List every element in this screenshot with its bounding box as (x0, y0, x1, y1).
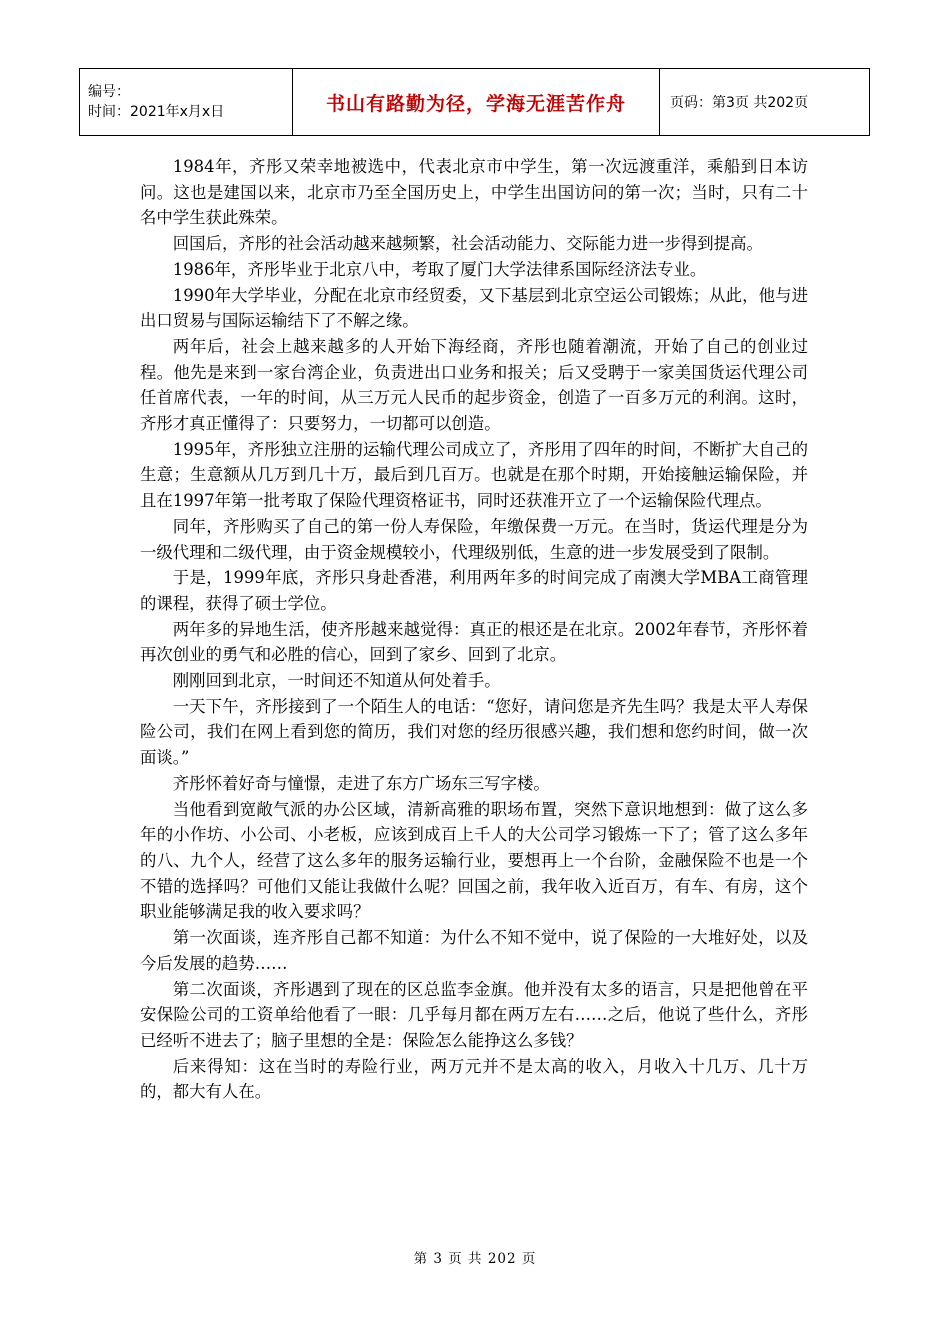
header-page-code: 页码：第3页 共202页 (660, 69, 870, 136)
paragraph: 当他看到宽敞气派的办公区域，清新高雅的职场布置，突然下意识地想到：做了这么多年的小作坊、小公司、小老板，应该到成百上千人的大公司学习锻炼一下了；管了这么多年的八、九个人，经营了这么多年的服务运输行业，要想再上一个台阶，金融保险不也是一个不错的选择吗？可他们又能让我做什么呢？回国之前，我年收入近百万，有车、有房，这个职业能够满足我的收入要求吗？ (140, 799, 808, 922)
paragraph: 同年，齐彤购买了自己的第一份人寿保险，年缴保费一万元。在当时，货运代理是分为一级代理和二级代理，由于资金规模较小，代理级别低，生意的进一步发展受到了限制。 (140, 516, 808, 562)
paragraph: 回国后，齐彤的社会活动越来越频繁，社会活动能力、交际能力进一步得到提高。 (172, 234, 763, 254)
paragraph: 1984年，齐彤又荣幸地被选中，代表北京市中学生，第一次远渡重洋，乘船到日本访问。这也是建国以来，北京市乃至全国历史上，中学生出国访问的第一次；当时，只有二十名中学生获此殊荣。 (140, 157, 808, 228)
header-meta-cell (80, 69, 293, 136)
paragraph: 一天下午，齐彤接到了一个陌生人的电话：“您好，请问您是齐先生吗？我是太平人寿保险公司，我们在网上看到您的简历，我们对您的经历很感兴趣，我们想和您约时间，做一次面谈。” (140, 696, 808, 768)
paragraph: 第二次面谈，齐彤遇到了现在的区总监李金旗。他并没有太多的语言，只是把他曾在平安保险公司的工资单给他看了一眼：几乎每月都在两万左右……之后，他说了些什么，齐彤已经听不进去了；脑子里想的全是：保险怎么能挣这么多钱？ (140, 979, 808, 1050)
footer-page-number: 第 3 页 共 202 页 (413, 1251, 537, 1267)
document-header (79, 68, 870, 136)
paragraph: 后来得知：这在当时的寿险行业，两万元并不是太高的收入，月收入十几万、几十万的，都大有人在。 (140, 1056, 808, 1102)
paragraph: 两年后，社会上越来越多的人开始下海经商，齐彤也随着潮流，开始了自己的创业过程。他先是来到一家台湾企业，负责进出口业务和报关；后又受聘于一家美国货运代理公司任首席代表，一年的时间，从三万元人民币的起步资金，创造了一百多万元的利润。这时，齐彤才真正懂得了：只要努力，一切都可以创造。 (140, 336, 808, 434)
paragraph: 1990年大学毕业，分配在北京市经贸委，又下基层到北京空运公司锻炼；从此，他与进出口贸易与国际运输结下了不解之缘。 (140, 285, 808, 331)
paragraph: 于是，1999年底，齐彤只身赴香港，利用两年多的时间完成了南澳大学MBA工商管理的课程，获得了硕士学位。 (140, 568, 808, 613)
header-motto: 书山有路勤为径，学海无涯苦作舟 (293, 69, 660, 136)
paragraph: 齐彤怀着好奇与憧憬，走进了东方广场东三写字楼。 (172, 773, 550, 793)
paragraph: 1995年，齐彤独立注册的运输代理公司成立了，齐彤用了四年的时间，不断扩大自己的生意；生意额从几万到几十万，最后到几百万。也就是在那个时期，开始接触运输保险，并且在1997年第一批考取了保险代理资格证书，同时还获准开立了一个运输保险代理点。 (140, 439, 808, 511)
paragraph: 两年多的异地生活，使齐彤越来越觉得：真正的根还是在北京。2002年春节，齐彤怀着再次创业的勇气和必胜的信心，回到了家乡、回到了北京。 (140, 619, 808, 665)
serial-number-label: 编号： (88, 84, 130, 100)
paragraph: 刚刚回到北京，一时间还不知道从何处着手。 (172, 671, 501, 691)
document-body (140, 154, 808, 1105)
paragraph: 第一次面谈，连齐彤自己都不知道：为什么不知不觉中，说了保险的一大堆好处，以及今后发展的趋势…… (140, 928, 808, 973)
page-footer (0, 1247, 950, 1267)
paragraph: 1986年，齐彤毕业于北京八中，考取了厦门大学法律系国际经济法专业。 (172, 259, 707, 279)
date-label: 时间：2021年x月x日 (88, 104, 225, 120)
